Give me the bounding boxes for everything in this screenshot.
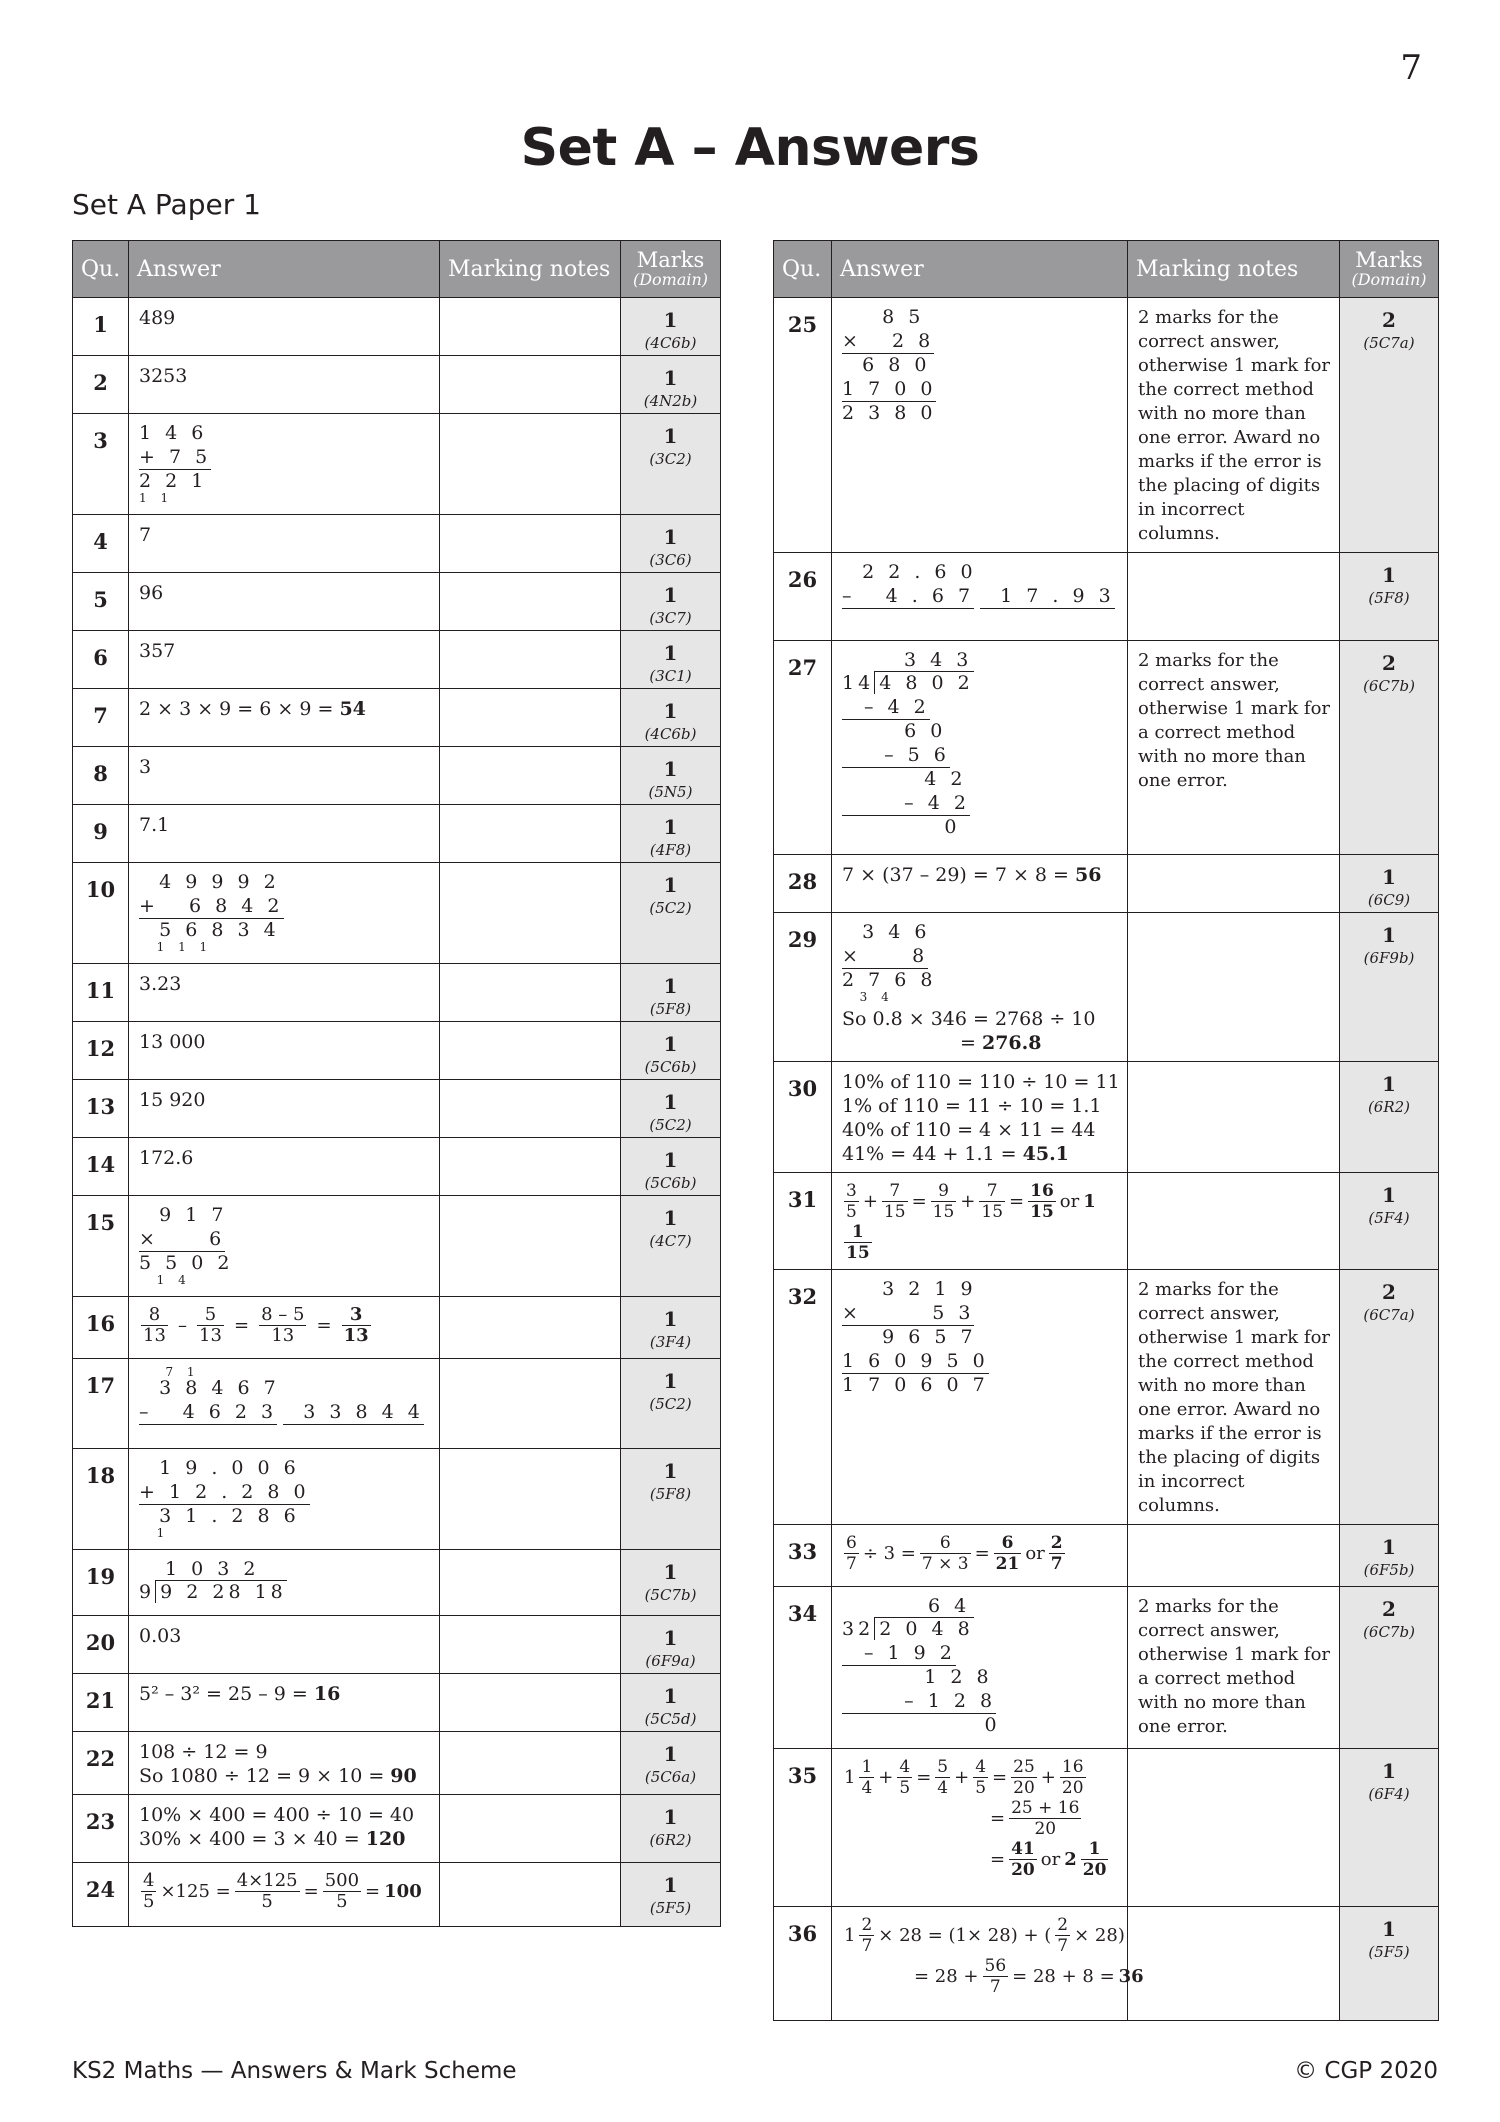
table-row xyxy=(73,1550,721,1616)
question-number: 24 xyxy=(73,1863,129,1927)
notes-cell: 2 marks for the correct answer, otherwise 1 mark for the correct method with no more than one error. Award no marks if the error is the placing of digits in incorrect columns. xyxy=(1128,1270,1340,1525)
answer-cell: 3.23 xyxy=(129,964,440,1022)
short-division: 1 0 3 2 9 9 2 28 18 xyxy=(139,1558,287,1603)
question-number: 15 xyxy=(73,1196,129,1297)
qu-header: Qu. xyxy=(73,241,129,298)
table-row xyxy=(73,414,721,515)
question-number: 36 xyxy=(774,1907,832,2021)
marks-cell: 1 (5C2) xyxy=(621,1080,721,1138)
notes-header: Marking notes xyxy=(1128,241,1340,298)
fraction: $\frac{3}{13}$ xyxy=(343,1304,369,1346)
marks-cell: 1 (5C6b) xyxy=(621,1138,721,1196)
notes-cell xyxy=(1128,1749,1340,1907)
answer-header: Answer xyxy=(832,241,1128,298)
notes-cell xyxy=(440,1550,621,1616)
column-subtraction: 7 1 3 8 4 6 7 – 4 6 2 3 3 3 8 4 4 xyxy=(139,1365,424,1423)
column-multiplication: 3 4 6 × 8 2 7 6 8 3 4 xyxy=(842,921,937,1004)
question-number: 2 xyxy=(73,356,129,414)
table-row xyxy=(774,1749,1439,1907)
marks-cell: 2 (6C7b) xyxy=(1340,1587,1439,1749)
notes-cell xyxy=(440,1863,621,1927)
answer-header: Answer xyxy=(129,241,440,298)
question-number: 6 xyxy=(73,631,129,689)
marks-cell: 1 (5F8) xyxy=(621,1449,721,1550)
marks-cell: 1 (6F9b) xyxy=(1340,913,1439,1062)
notes-cell xyxy=(1128,1062,1340,1173)
answer-cell: 15 920 xyxy=(129,1080,440,1138)
marks-cell: 1 (6R2) xyxy=(621,1795,721,1863)
notes-cell xyxy=(440,747,621,805)
qu-header: Qu. xyxy=(774,241,832,298)
table-row xyxy=(73,1732,721,1795)
table-row xyxy=(774,553,1439,641)
marks-cell: 1 (5C2) xyxy=(621,863,721,964)
marks-cell: 1 (5F5) xyxy=(621,1863,721,1927)
question-number: 22 xyxy=(73,1732,129,1795)
marks-cell: 1 (5C5d) xyxy=(621,1674,721,1732)
answer-cell: $\frac{8}{13}$ – $\frac{5}{13}$ = $\frac{8 - 5}{13}$ = $\frac{3}{13}$ xyxy=(129,1297,440,1359)
marks-header: Marks (Domain) xyxy=(1340,241,1439,298)
table-row xyxy=(73,1022,721,1080)
table-row xyxy=(774,1270,1439,1525)
question-number: 11 xyxy=(73,964,129,1022)
marks-cell: 1 (3C1) xyxy=(621,631,721,689)
marks-cell: 1 (4C7) xyxy=(621,1196,721,1297)
notes-cell xyxy=(440,1022,621,1080)
notes-cell xyxy=(440,298,621,356)
answer-cell: 7 × (37 – 29) = 7 × 8 = 56 xyxy=(832,855,1128,913)
answer-cell xyxy=(832,641,1128,855)
footer-copyright: © CGP 2020 xyxy=(1294,2058,1438,2084)
answer-cell xyxy=(129,1550,440,1616)
marks-cell: 1 (3C2) xyxy=(621,414,721,515)
notes-cell xyxy=(440,1449,621,1550)
marks-cell: 1 (4F8) xyxy=(621,805,721,863)
marks-cell: 2 (6C7a) xyxy=(1340,1270,1439,1525)
table-row xyxy=(73,747,721,805)
table-row xyxy=(774,1525,1439,1587)
fraction: $\frac{8 - 5}{13}$ xyxy=(261,1304,305,1346)
answer-cell: 96 xyxy=(129,573,440,631)
marks-cell: 1 (5F4) xyxy=(1340,1173,1439,1270)
marks-cell: 1 (5C6a) xyxy=(621,1732,721,1795)
question-number: 17 xyxy=(73,1359,129,1449)
table-row xyxy=(73,1359,721,1449)
question-number: 3 xyxy=(73,414,129,515)
question-number: 23 xyxy=(73,1795,129,1863)
notes-cell xyxy=(440,964,621,1022)
marks-cell: 2 (6C7b) xyxy=(1340,641,1439,855)
notes-cell xyxy=(440,805,621,863)
answer-cell xyxy=(832,1270,1128,1525)
question-number: 4 xyxy=(73,515,129,573)
table-row xyxy=(73,805,721,863)
question-number: 21 xyxy=(73,1674,129,1732)
footer-title: KS2 Maths — Answers & Mark Scheme xyxy=(72,2058,517,2084)
question-number: 9 xyxy=(73,805,129,863)
answer-cell: $\frac{6}{7}$ ÷ 3 = $\frac{6}{7 \times 3}$ = $\frac{6}{21}$ or $\frac{2}{7}$ xyxy=(832,1525,1128,1587)
table-row xyxy=(73,356,721,414)
table-row xyxy=(774,641,1439,855)
marks-cell: 1 (4C6b) xyxy=(621,689,721,747)
notes-cell xyxy=(440,689,621,747)
answer-cell: 1 $\frac{1}{4}$ + $\frac{4}{5}$ = $\frac{5}{4}$ + $\frac{4}{5}$ = $\frac{25}{20}$ + $\frac{16}{20}$ = $\frac{25 + 16}{20}$ = $\frac{41}{20}$ or 2 $\frac{1}{20}$ xyxy=(832,1749,1128,1907)
marks-cell: 1 (5F5) xyxy=(1340,1907,1439,2021)
table-row xyxy=(774,298,1439,553)
table-row xyxy=(774,1587,1439,1749)
marks-cell: 1 (3C7) xyxy=(621,573,721,631)
question-number: 26 xyxy=(774,553,832,641)
answer-cell xyxy=(129,863,440,964)
question-number: 35 xyxy=(774,1749,832,1907)
marks-cell: 1 (4C6b) xyxy=(621,298,721,356)
marks-cell: 1 (5C7b) xyxy=(621,1550,721,1616)
question-number: 29 xyxy=(774,913,832,1062)
answer-cell xyxy=(832,1587,1128,1749)
question-number: 5 xyxy=(73,573,129,631)
table-row xyxy=(774,1062,1439,1173)
question-number: 25 xyxy=(774,298,832,553)
answer-cell xyxy=(129,1196,440,1297)
marks-cell: 1 (6C9) xyxy=(1340,855,1439,913)
column-multiplication: 9 1 7 × 6 5 5 0 2 1 4 xyxy=(139,1204,234,1287)
notes-cell xyxy=(440,1196,621,1297)
answer-cell: 489 xyxy=(129,298,440,356)
answer-cell: 5² – 3² = 25 – 9 = 16 xyxy=(129,1674,440,1732)
fraction: $\frac{4\times 125}{5}$ xyxy=(236,1870,298,1912)
answer-cell xyxy=(129,414,440,515)
answer-cell: 3 4 6 × 8 2 7 6 8 3 4 So 0.8 × 346 = 2768 ÷ 10 = 276.8 xyxy=(832,913,1128,1062)
notes-cell xyxy=(440,1674,621,1732)
question-number: 31 xyxy=(774,1173,832,1270)
table-row xyxy=(73,1449,721,1550)
table-row xyxy=(73,298,721,356)
notes-cell xyxy=(440,631,621,689)
notes-cell xyxy=(440,1616,621,1674)
notes-cell xyxy=(440,414,621,515)
marks-cell: 1 (5C2) xyxy=(621,1359,721,1449)
long-division: 3 4 3 14 4 8 0 2 – 4 2 6 0 – 5 6 4 2 – 4 2 0 xyxy=(842,649,974,838)
question-number: 19 xyxy=(73,1550,129,1616)
question-number: 14 xyxy=(73,1138,129,1196)
answer-cell xyxy=(832,553,1128,641)
table-row xyxy=(73,1863,721,1927)
table-row xyxy=(73,1138,721,1196)
marks-cell: 1 (4N2b) xyxy=(621,356,721,414)
question-number: 30 xyxy=(774,1062,832,1173)
table-row xyxy=(73,515,721,573)
answer-cell: 108 ÷ 12 = 9 So 1080 ÷ 12 = 9 × 10 = 90 xyxy=(129,1732,440,1795)
question-number: 20 xyxy=(73,1616,129,1674)
table-row xyxy=(73,1080,721,1138)
long-multiplication: 8 5 × 2 8 6 8 0 1 7 0 0 2 3 8 0 xyxy=(842,306,937,424)
marks-cell: 1 (3C6) xyxy=(621,515,721,573)
answer-cell: 172.6 xyxy=(129,1138,440,1196)
answers-table-right xyxy=(773,240,1439,2021)
fraction: $\frac{4}{5}$ xyxy=(143,1870,155,1912)
column-addition: 4 9 9 9 2 + 6 8 4 2 5 6 8 3 4 1 1 1 xyxy=(139,871,284,954)
answer-cell: 3253 xyxy=(129,356,440,414)
table-row xyxy=(73,689,721,747)
question-number: 18 xyxy=(73,1449,129,1550)
table-row xyxy=(73,573,721,631)
answer-cell xyxy=(832,298,1128,553)
table-row xyxy=(73,1795,721,1863)
paper-label: Set A Paper 1 xyxy=(72,188,261,221)
answer-cell xyxy=(129,1359,440,1449)
answer-cell: 7 xyxy=(129,515,440,573)
question-number: 32 xyxy=(774,1270,832,1525)
notes-cell xyxy=(440,573,621,631)
fraction: $\frac{500}{5}$ xyxy=(324,1870,360,1912)
question-number: 7 xyxy=(73,689,129,747)
notes-cell xyxy=(440,1795,621,1863)
table-header xyxy=(774,241,1439,298)
notes-cell xyxy=(440,356,621,414)
answer-cell: 0.03 xyxy=(129,1616,440,1674)
marks-cell: 1 (3F4) xyxy=(621,1297,721,1359)
question-number: 8 xyxy=(73,747,129,805)
answers-table-left xyxy=(72,240,721,1927)
question-number: 27 xyxy=(774,641,832,855)
notes-cell xyxy=(440,1732,621,1795)
column-addition: 1 9 . 0 0 6 + 1 2 . 2 8 0 3 1 . 2 8 6 1 xyxy=(139,1457,310,1540)
page-number: 7 xyxy=(1400,48,1422,88)
notes-cell: 2 marks for the correct answer, otherwise 1 mark for a correct method with no more than one error. xyxy=(1128,1587,1340,1749)
answer-cell: 10% × 400 = 400 ÷ 10 = 40 30% × 400 = 3 × 40 = 120 xyxy=(129,1795,440,1863)
notes-cell: 2 marks for the correct answer, otherwise 1 mark for a correct method with no more than one error. xyxy=(1128,641,1340,855)
table-row xyxy=(73,1297,721,1359)
marks-cell: 1 (5N5) xyxy=(621,747,721,805)
table-row xyxy=(73,1616,721,1674)
notes-cell xyxy=(1128,553,1340,641)
answer-cell: 2 × 3 × 9 = 6 × 9 = 54 xyxy=(129,689,440,747)
marks-cell: 1 (6R2) xyxy=(1340,1062,1439,1173)
answer-cell: 10% of 110 = 110 ÷ 10 = 11 1% of 110 = 11 ÷ 10 = 1.1 40% of 110 = 4 × 11 = 44 41% = 44 + 1.1 = 45.1 xyxy=(832,1062,1128,1173)
table-row xyxy=(774,1173,1439,1270)
table-row xyxy=(73,863,721,964)
question-number: 33 xyxy=(774,1525,832,1587)
notes-cell xyxy=(440,1359,621,1449)
marks-header: Marks (Domain) xyxy=(621,241,721,298)
notes-cell xyxy=(1128,1173,1340,1270)
fraction: $\frac{8}{13}$ xyxy=(143,1304,166,1346)
question-number: 28 xyxy=(774,855,832,913)
table-row xyxy=(774,913,1439,1062)
question-number: 16 xyxy=(73,1297,129,1359)
notes-cell xyxy=(440,1297,621,1359)
notes-cell xyxy=(440,1138,621,1196)
answer-cell: $\frac{4}{5}$ ×125 = $\frac{4\times 125}{5}$ = $\frac{500}{5}$ = 100 xyxy=(129,1863,440,1927)
notes-cell xyxy=(1128,1907,1340,2021)
notes-cell xyxy=(1128,1525,1340,1587)
answer-cell: $\frac{3}{5}$ + $\frac{7}{15}$ = $\frac{9}{15}$ + $\frac{7}{15}$ = $\frac{16}{15}$ or 1 $\frac{1}{15}$ xyxy=(832,1173,1128,1270)
answer-cell: 3 xyxy=(129,747,440,805)
answer-cell: 1 $\frac{2}{7}$ × 28 = (1× 28) + ( $\frac{2}{7}$ × 28) = 28 + $\frac{56}{7}$ = 28 + 8 = 36 xyxy=(832,1907,1128,2021)
notes-cell xyxy=(1128,913,1340,1062)
table-header xyxy=(73,241,721,298)
answer-cell: 357 xyxy=(129,631,440,689)
page-title: Set A – Answers xyxy=(520,118,980,178)
answer-cell xyxy=(129,1449,440,1550)
marks-cell: 2 (5C7a) xyxy=(1340,298,1439,553)
question-number: 34 xyxy=(774,1587,832,1749)
notes-cell xyxy=(1128,855,1340,913)
marks-cell: 1 (5F8) xyxy=(1340,553,1439,641)
table-row xyxy=(774,1907,1439,2021)
answer-cell: 13 000 xyxy=(129,1022,440,1080)
long-multiplication: 3 2 1 9 × 5 3 9 6 5 7 1 6 0 9 5 0 1 7 0 6 0 7 xyxy=(842,1278,989,1396)
long-division: 6 4 32 2 0 4 8 – 1 9 2 1 2 8 – 1 2 8 0 xyxy=(842,1595,1001,1736)
column-subtraction: 2 2 . 6 0 – 4 . 6 7 1 7 . 9 3 xyxy=(842,561,1115,607)
table-row xyxy=(774,855,1439,913)
question-number: 12 xyxy=(73,1022,129,1080)
marks-cell: 1 (5F8) xyxy=(621,964,721,1022)
notes-header: Marking notes xyxy=(440,241,621,298)
table-row xyxy=(73,1674,721,1732)
notes-cell: 2 marks for the correct answer, otherwise 1 mark for the correct method with no more than one error. Award no marks if the error is the placing of digits in incorrect columns. xyxy=(1128,298,1340,553)
question-number: 10 xyxy=(73,863,129,964)
answer-cell: 7.1 xyxy=(129,805,440,863)
marks-cell: 1 (6F9a) xyxy=(621,1616,721,1674)
table-row xyxy=(73,631,721,689)
table-row xyxy=(73,964,721,1022)
marks-cell: 1 (6F5b) xyxy=(1340,1525,1439,1587)
marks-cell: 1 (6F4) xyxy=(1340,1749,1439,1907)
notes-cell xyxy=(440,515,621,573)
fraction: $\frac{5}{13}$ xyxy=(199,1304,222,1346)
notes-cell xyxy=(440,863,621,964)
table-row xyxy=(73,1196,721,1297)
question-number: 1 xyxy=(73,298,129,356)
column-addition: 1 4 6 + 7 5 2 2 1 1 1 xyxy=(139,422,212,505)
marks-cell: 1 (5C6b) xyxy=(621,1022,721,1080)
question-number: 13 xyxy=(73,1080,129,1138)
notes-cell xyxy=(440,1080,621,1138)
